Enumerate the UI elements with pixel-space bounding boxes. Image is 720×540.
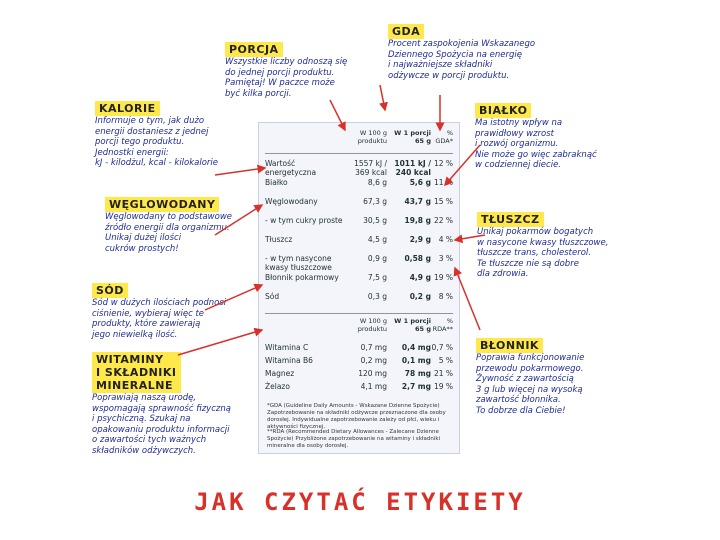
label-cell-a: 30,5 g xyxy=(363,216,387,225)
label-cell-b: 1011 kJ / 240 kcal xyxy=(394,159,431,177)
tag-porcja: PORCJA xyxy=(225,42,283,57)
tag-kalorie: KALORIE xyxy=(95,101,160,116)
label-cell-b: 5,6 g xyxy=(409,178,431,187)
label-cell-c: 19 % xyxy=(433,382,453,391)
tag-sod: SÓD xyxy=(92,283,128,298)
label-cell-n: Sód xyxy=(265,292,280,301)
label-cell-c: 8 % xyxy=(438,292,453,301)
label-cell-n: Żelazo xyxy=(265,382,290,391)
label-cell-a: 0,2 mg xyxy=(360,356,387,365)
header1-col-a: W 100 g produktu xyxy=(357,129,387,145)
header2-col-a: W 100 g produktu xyxy=(357,317,387,333)
label-cell-a: 1557 kJ / 369 kcal xyxy=(354,159,387,177)
label-cell-a: 7,5 g xyxy=(367,273,387,282)
label-cell-n: Białko xyxy=(265,178,288,187)
text-sod: Sód w dużych ilościach podnosi ciśnienie, wybieraj więc te produkty, które zawierają jego niewielką ilość. xyxy=(92,298,227,340)
label-cell-n: Witamina C xyxy=(265,343,309,352)
label-cell-b: 0,4 mg xyxy=(401,343,431,352)
label-cell-a: 120 mg xyxy=(358,369,387,378)
text-weglowodany: Węglowodany to podstawowe źródło energii dla organizmu. Unikaj dużej ilości cukrów prostych! xyxy=(105,212,232,254)
label-cell-a: 67,3 g xyxy=(363,197,387,206)
text-blonnik: Poprawia funkcjonowanie przewodu pokarmowego. Żywność z zawartością 3 g lub więcej na wysoką zawartość błonnika. To dobrze dla Ciebie! xyxy=(476,353,585,416)
tag-bialko: BIAŁKO xyxy=(475,103,531,118)
label-cell-c: 15 % xyxy=(433,197,453,206)
text-kalorie: Informuje o tym, jak dużo energii dostaniesz z jednej porcji tego produktu. Jednostki energii: kJ - kilodżul, kcal - kilokalorie xyxy=(95,116,219,168)
label-cell-c: 11 % xyxy=(433,178,453,187)
label-cell-b: 0,2 g xyxy=(409,292,431,301)
label-cell-a: 8,6 g xyxy=(367,178,387,187)
footnote-gda: *GDA (Guideline Daily Amounts - Wskazane Dzienne Spożycie) Zapotrzebowanie na składniki odżywcze przeznaczone dla osoby dorosłej. Indywidualne zapotrzebowanie zależy od płci, wieku i aktywności fizycznej. xyxy=(267,403,446,430)
tag-gda: GDA xyxy=(388,24,424,39)
text-tluszcz: Unikaj pokarmów bogatych w nasycone kwasy tłuszczowe, tłuszcze trans, cholesterol. Te tłuszcze nie są dobre dla zdrowia. xyxy=(477,227,609,279)
tag-blonnik: BŁONNIK xyxy=(476,338,543,353)
text-gda: Procent zaspokojenia Wskazanego Dziennego Spożycia na energię i najważniejsze składniki odżywcze w porcji produktu. xyxy=(388,39,536,81)
label-cell-b: 2,7 mg xyxy=(401,382,431,391)
label-cell-b: 19,8 g xyxy=(404,216,431,225)
text-porcja: Wszystkie liczby odnoszą się do jednej porcji produktu. Pamiętaj! W paczce może być kilka porcji. xyxy=(225,57,348,99)
tag-tluszcz: TŁUSZCZ xyxy=(477,212,544,227)
label-cell-c: 3 % xyxy=(438,254,453,263)
header1-col-c: % GDA* xyxy=(435,129,453,145)
label-cell-b: 0,1 mg xyxy=(401,356,431,365)
label-cell-c: 21 % xyxy=(433,369,453,378)
label-cell-n: - w tym cukry proste xyxy=(265,216,343,225)
footnote-rda: **RDA (Recommended Dietary Allowances - Zalecane Dzienne Spożycie) Przybliżone zapotrzebowanie na witaminy i składniki mineralne dla osoby dorosłej. xyxy=(267,429,441,449)
label-cell-a: 4,5 g xyxy=(367,235,387,244)
tag-weglowodany: WĘGLOWODANY xyxy=(105,197,219,212)
label-cell-b: 78 mg xyxy=(404,369,431,378)
header1-col-b: W 1 porcji 65 g xyxy=(394,129,431,145)
label-cell-c: 5 % xyxy=(438,356,453,365)
page-title: JAK CZYTAĆ ETYKIETY xyxy=(194,488,526,516)
label-cell-c: 12 % xyxy=(433,159,453,168)
label-cell-a: 0,3 g xyxy=(367,292,387,301)
label-cell-n: Tłuszcz xyxy=(265,235,293,244)
label-cell-n: Błonnik pokarmowy xyxy=(265,273,339,282)
label-cell-n: Magnez xyxy=(265,369,295,378)
label-cell-c: 19 % xyxy=(433,273,453,282)
label-cell-c: 4 % xyxy=(438,235,453,244)
tag-witaminy: WITAMINY I SKŁADNIKI MINERALNE xyxy=(92,352,181,393)
label-cell-n: - w tym nasycone kwasy tłuszczowe xyxy=(265,254,332,272)
label-cell-c: 0,7 % xyxy=(431,343,453,352)
label-cell-a: 0,9 g xyxy=(367,254,387,263)
header2-col-c: % RDA** xyxy=(432,317,453,333)
label-cell-b: 2,9 g xyxy=(409,235,431,244)
label-cell-a: 0,7 mg xyxy=(360,343,387,352)
text-bialko: Ma istotny wpływ na prawidłowy wzrost i rozwój organizmu. Nie może go więc zabraknąć w codziennej diecie. xyxy=(475,118,597,170)
label-cell-b: 0,58 g xyxy=(404,254,431,263)
label-cell-b: 4,9 g xyxy=(409,273,431,282)
header2-col-b: W 1 porcji 65 g xyxy=(394,317,431,333)
label-cell-n: Wartość energetyczna xyxy=(265,159,317,177)
label-cell-b: 43,7 g xyxy=(404,197,431,206)
label-cell-n: Witamina B6 xyxy=(265,356,313,365)
text-witaminy: Poprawiają naszą urodę, wspomagają sprawność fizyczną i psychiczną. Szukaj na opakowaniu produktu informacji o zawartości tych ważnych składników odżywczych. xyxy=(92,393,231,456)
label-cell-n: Węglowodany xyxy=(265,197,318,206)
label-cell-c: 22 % xyxy=(433,216,453,225)
label-cell-a: 4,1 mg xyxy=(360,382,387,391)
